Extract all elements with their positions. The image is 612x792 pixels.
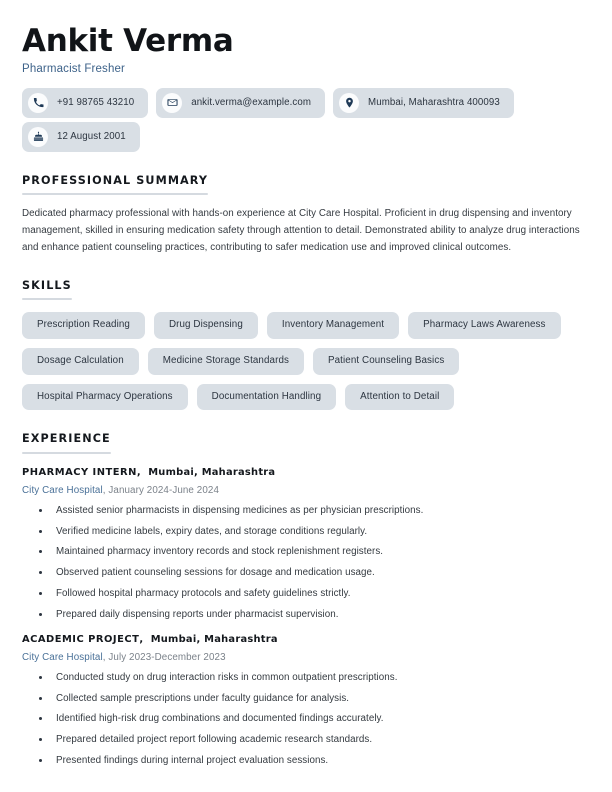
skill-chip[interactable]: Documentation Handling <box>197 384 337 411</box>
experience-meta-separator: , <box>102 484 109 496</box>
section-divider <box>22 298 72 300</box>
section-header-skills <box>22 279 72 300</box>
section-header-experience <box>22 432 111 453</box>
experience-bullet-list <box>22 504 590 621</box>
experience-bullet: Identified high-risk drug combinations and documented findings accurately. <box>22 712 590 725</box>
phone-icon <box>28 93 48 113</box>
experience-separator: , <box>139 633 151 645</box>
skills-chip-list <box>22 312 590 410</box>
skill-chip[interactable]: Patient Counseling Basics <box>313 348 459 375</box>
contact-value-location: Mumbai, Maharashtra 400093 <box>368 97 500 109</box>
experience-meta <box>22 651 590 664</box>
contact-chip-row-second <box>22 122 590 152</box>
experience-separator: , <box>136 466 149 478</box>
resume-header <box>22 0 590 152</box>
experience-bullet: Collected sample prescriptions under faculty guidance for analysis. <box>22 692 590 705</box>
skill-chip[interactable]: Inventory Management <box>267 312 399 339</box>
summary-paragraph: Dedicated pharmacy professional with hands-on experience at City Care Hospital. Proficient in drug dispensing and inventory management, skilled in ensuring medication safety through attention to detail. Demonstrated ability to analyze drug interactions and enhance patient counseling practices, contributing to safer medication use and improved clinical outcomes. <box>22 208 580 253</box>
contact-value-birthdate: 12 August 2001 <box>57 131 126 143</box>
skill-chip[interactable]: Drug Dispensing <box>154 312 258 339</box>
section-skills <box>22 276 590 411</box>
experience-headline <box>22 467 590 480</box>
experience-company: City Care Hospital <box>22 651 103 663</box>
birthday-cake-icon <box>28 127 48 147</box>
section-title-skills: SKILLS <box>22 278 72 292</box>
experience-bullet: Assisted senior pharmacists in dispensing medicines as per physician prescriptions. <box>22 504 590 517</box>
skill-chip[interactable]: Prescription Reading <box>22 312 145 339</box>
experience-company: City Care Hospital <box>22 484 103 496</box>
section-professional-summary <box>22 171 590 257</box>
candidate-title: Pharmacist Fresher <box>22 62 126 75</box>
contact-chip-location[interactable] <box>333 88 514 118</box>
experience-bullet: Prepared daily dispensing reports under pharmacist supervision. <box>22 608 590 621</box>
email-icon <box>162 93 182 113</box>
section-title-summary: PROFESSIONAL SUMMARY <box>22 173 209 187</box>
section-title-experience: EXPERIENCE <box>22 432 111 446</box>
experience-meta-separator: , <box>102 651 109 663</box>
section-divider <box>22 452 111 454</box>
experience-bullet: Maintained pharmacy inventory records and stock replenishment registers. <box>22 545 590 558</box>
section-header-summary <box>22 174 208 195</box>
candidate-name: Ankit Verma <box>22 23 234 59</box>
experience-bullet: Prepared detailed project report following academic research standards. <box>22 733 590 746</box>
experience-meta <box>22 484 590 497</box>
contact-value-phone: +91 98765 43210 <box>57 97 135 109</box>
experience-bullet-list <box>22 671 590 767</box>
skill-chip[interactable]: Dosage Calculation <box>22 348 139 375</box>
experience-entry <box>22 634 590 767</box>
section-divider <box>22 193 208 195</box>
skill-chip[interactable]: Attention to Detail <box>345 384 454 411</box>
skill-chip[interactable]: Medicine Storage Standards <box>148 348 304 375</box>
experience-location: Mumbai, Maharashtra <box>150 633 278 645</box>
contact-chip-email[interactable] <box>156 88 325 118</box>
experience-bullet: Presented findings during internal project evaluation sessions. <box>22 754 590 767</box>
experience-bullet: Followed hospital pharmacy protocols and safety guidelines strictly. <box>22 587 590 600</box>
contact-value-email: ankit.verma@example.com <box>191 97 312 109</box>
experience-dates: January 2024-June 2024 <box>108 484 219 496</box>
location-pin-icon <box>339 93 359 113</box>
experience-role: PHARMACY INTERN <box>22 466 137 478</box>
experience-role: ACADEMIC PROJECT <box>22 633 140 645</box>
experience-dates: July 2023-December 2023 <box>108 651 226 663</box>
experience-bullet: Verified medicine labels, expiry dates, and storage conditions regularly. <box>22 525 590 538</box>
experience-bullet: Observed patient counseling sessions for dosage and medication usage. <box>22 566 590 579</box>
section-experience <box>22 429 590 767</box>
skill-chip[interactable]: Pharmacy Laws Awareness <box>408 312 560 339</box>
experience-location: Mumbai, Maharashtra <box>148 466 276 478</box>
experience-headline <box>22 634 590 647</box>
experience-bullet: Conducted study on drug interaction risks in common outpatient prescriptions. <box>22 671 590 684</box>
contact-chip-row <box>22 88 590 118</box>
experience-entry <box>22 467 590 621</box>
skill-chip[interactable]: Hospital Pharmacy Operations <box>22 384 188 411</box>
contact-chip-birthdate[interactable] <box>22 122 140 152</box>
contact-chip-phone[interactable] <box>22 88 148 118</box>
